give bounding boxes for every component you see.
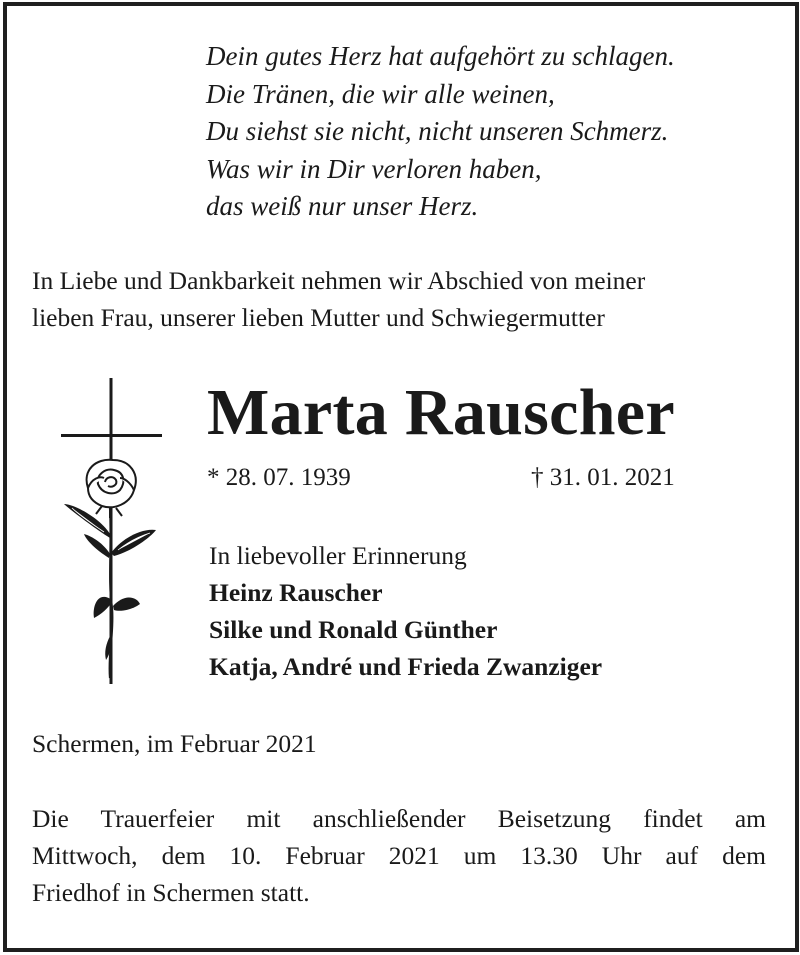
farewell-intro [32, 262, 645, 336]
poem-line: Du siehst sie nicht, nicht unseren Schmerz. [206, 116, 669, 146]
memorial-poem [206, 38, 675, 226]
cross-with-rose-icon [58, 378, 168, 688]
notice-line: Friedhof in Schermen statt. [32, 878, 310, 907]
mourners-heading: In liebevoller Erinnerung [209, 541, 467, 570]
poem-line: Die Tränen, die wir alle weinen, [206, 78, 555, 109]
notice-line: Die Trauerfeier mit anschließender Beisetzung findet am [32, 804, 766, 833]
place-and-date: Schermen, im Februar 2021 [32, 729, 317, 758]
funeral-notice [32, 800, 766, 911]
mourner-name: Katja, André und Frieda Zwanziger [209, 652, 603, 681]
deceased-name: Marta Rauscher [207, 376, 675, 449]
intro-line: In Liebe und Dankbarkeit nehmen wir Abschied von meiner [32, 266, 646, 295]
mourner-name: Heinz Rauscher [209, 578, 383, 607]
notice-line: Mittwoch, dem 10. Februar 2021 um 13.30 Uhr auf dem [32, 841, 766, 870]
intro-line: lieben Frau, unserer lieben Mutter und Schwiegermutter [32, 303, 605, 332]
poem-line: Dein gutes Herz hat aufgehört zu schlagen. [206, 41, 675, 71]
mourner-name: Silke und Ronald Günther [209, 615, 498, 644]
death-date: † 31. 01. 2021 [531, 464, 675, 491]
poem-line: Was wir in Dir verloren haben, [206, 153, 542, 184]
mourners-block [209, 537, 602, 685]
birth-date: * 28. 07. 1939 [207, 464, 351, 491]
poem-line: das weiß nur unser Herz. [206, 191, 479, 221]
